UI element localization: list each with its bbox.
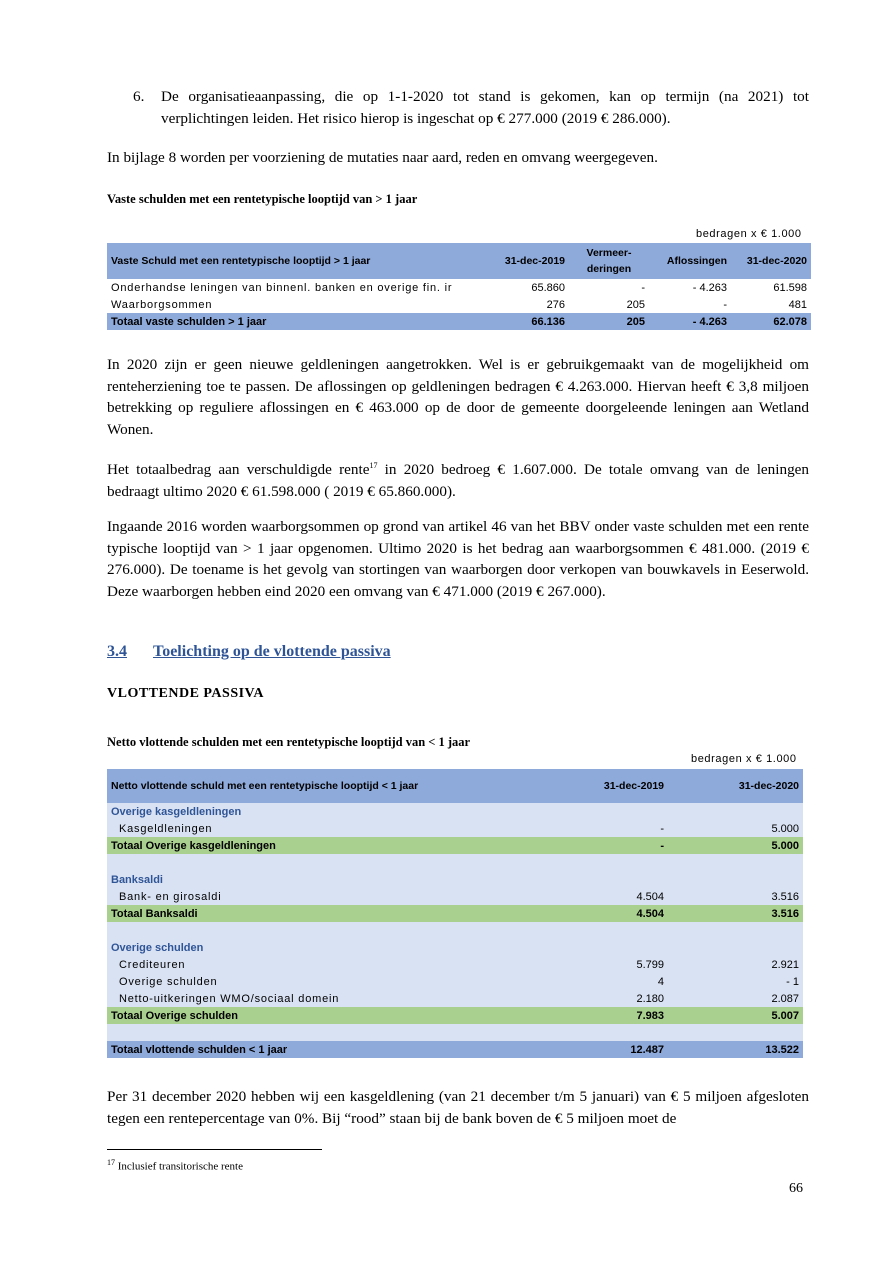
column-header: Netto vlottende schuld met een rentetypische looptijd < 1 jaar: [107, 769, 533, 803]
table-cell: 5.000: [668, 837, 803, 854]
table-cell: 62.078: [731, 313, 811, 330]
spacer-row: [107, 922, 803, 939]
table-cell: Totaal vaste schulden > 1 jaar: [107, 313, 479, 330]
table-cell: -: [533, 837, 668, 854]
paragraph-text: in 2020 bedroeg € 1.607.000. De totale omvang van de leningen bedraagt ultimo 2020 € 61.598.000 ( 2019 € 65.860.000).: [107, 461, 809, 500]
paragraph-rente: [107, 455, 809, 502]
footnote-number: 17: [107, 1158, 115, 1167]
table1-title: Vaste schulden met een rentetypische looptijd van > 1 jaar: [107, 192, 418, 206]
table-cell: 5.000: [668, 820, 803, 837]
table-row: [107, 973, 803, 990]
table-cell: -: [641, 281, 645, 294]
table-header-row: [107, 243, 811, 279]
table-cell: 4: [533, 973, 668, 990]
table-cell: 4.504: [533, 888, 668, 905]
table1-unit: bedragen x € 1.000: [696, 228, 802, 240]
column-header: 31-dec-2019: [479, 243, 569, 279]
table-row: [107, 888, 803, 905]
paragraph-waarborgsommen: Ingaande 2016 worden waarborgsommen op grond van artikel 46 van het BBV onder vaste schulden met een rente typische looptijd van > 1 jaar opgenomen. Ultimo 2020 is het bedrag aan waarborgsommen € 481.000. (2019 € 276.000). De toename is het gevolg van stortingen van waarborgen door verkopen van bouwkavels in Eeserwold. Deze waarborgen hebben eind 2020 een omvang van € 471.000 (2019 € 267.000).: [107, 518, 809, 600]
group-header-row: [107, 871, 803, 888]
table-cell: -: [723, 298, 727, 311]
table-cell: 5.799: [533, 956, 668, 973]
table-cell: 2.087: [668, 990, 803, 1007]
column-header: 31-dec-2019: [533, 769, 668, 803]
table-row: [107, 820, 803, 837]
table-cell: 481: [788, 298, 807, 311]
table-cell: Totaal Banksaldi: [107, 905, 533, 922]
group-label: Overige kasgeldleningen: [107, 803, 533, 820]
table-cell: 13.522: [668, 1041, 803, 1058]
footnote-divider: [107, 1149, 322, 1150]
paragraph-text: Het totaalbedrag aan verschuldigde rente: [107, 461, 370, 479]
table-cell: Waarborgsommen: [111, 298, 213, 311]
table-row: [107, 956, 803, 973]
table-cell: 4.504: [533, 905, 668, 922]
table-cell: 65.860: [531, 281, 565, 294]
table-cell: 12.487: [533, 1041, 668, 1058]
table-cell: 2.921: [668, 956, 803, 973]
group-total-row: [107, 837, 803, 854]
table-cell: 3.516: [668, 888, 803, 905]
table-cell: - 1: [668, 973, 803, 990]
section-heading: [107, 643, 391, 661]
table-cell: 205: [626, 298, 645, 311]
list-item-text: De organisatieaanpassing, die op 1-1-2020 tot stand is gekomen, kan op termijn (na 2021) tot verplichtingen leiden. Het risico hierop is ingeschat op € 277.000 (2019 € 286.000).: [161, 88, 809, 127]
paragraph-bijlage: In bijlage 8 worden per voorziening de mutaties naar aard, reden en omvang weergegeven.: [107, 149, 658, 166]
table-cell: 2.180: [533, 990, 668, 1007]
vlottende-schulden-table: [107, 769, 803, 1058]
group-header-row: [107, 803, 803, 820]
column-header: Aflossingen: [649, 243, 731, 279]
footnote-text: Inclusief transitorische rente: [115, 1160, 243, 1173]
vaste-schulden-table: [107, 243, 811, 330]
table-cell: 5.007: [668, 1007, 803, 1024]
table-cell: Bank- en girosaldi: [107, 888, 533, 905]
table2-title: Netto vlottende schulden met een rentetypische looptijd van < 1 jaar: [107, 735, 471, 749]
column-header: Vaste Schuld met een rentetypische looptijd > 1 jaar: [107, 243, 479, 279]
paragraph-geldleningen: In 2020 zijn er geen nieuwe geldleningen aangetrokken. Wel is er gebruikgemaakt van de mogelijkheid om renteherziening toe te passen. De aflossingen op geldleningen bedragen € 4.263.000. Hiervan heeft € 3,8 miljoen betrekking op reguliere aflossingen en € 463.000 op de door de gemeente doorgeleende leningen aan Wetland Wonen.: [107, 356, 809, 438]
table-cell: - 4.263: [649, 313, 731, 330]
section-title: Toelichting op de vlottende passiva: [153, 643, 391, 660]
grand-total-row: [107, 1041, 803, 1058]
table-cell: 205: [569, 313, 649, 330]
footnote-reference: 17: [369, 461, 378, 470]
table-header-row: [107, 769, 803, 803]
table-total-row: [107, 313, 811, 330]
subheading: VLOTTENDE PASSIVA: [107, 686, 264, 701]
group-total-row: [107, 905, 803, 922]
table-cell: 276: [546, 298, 565, 311]
table-row: [107, 296, 811, 313]
table-cell: 66.136: [479, 313, 569, 330]
column-header: Vermeer-deringen: [569, 243, 649, 279]
spacer-row: [107, 1024, 803, 1041]
table-cell: Totaal Overige kasgeldleningen: [107, 837, 533, 854]
table-cell: -: [533, 820, 668, 837]
table-cell: Kasgeldleningen: [107, 820, 533, 837]
table2-unit: bedragen x € 1.000: [691, 753, 797, 765]
footnote: [107, 1158, 243, 1173]
spacer-row: [107, 854, 803, 871]
table-row: [107, 279, 811, 296]
table-cell: Netto-uitkeringen WMO/sociaal domein: [107, 990, 533, 1007]
group-label: Overige schulden: [107, 939, 533, 956]
paragraph-kasgeldlening: Per 31 december 2020 hebben wij een kasgeldlening (van 21 december t/m 5 januari) van € 5 miljoen afgesloten tegen een rentepercentage van 0%. Bij “rood” staan bij de bank boven de € 5 miljoen moet de: [107, 1088, 809, 1127]
table-cell: 61.598: [773, 281, 807, 294]
table-cell: Crediteuren: [107, 956, 533, 973]
column-header: 31-dec-2020: [731, 243, 811, 279]
group-total-row: [107, 1007, 803, 1024]
section-number: 3.4: [107, 643, 127, 660]
table-cell: 3.516: [668, 905, 803, 922]
table-cell: Totaal vlottende schulden < 1 jaar: [107, 1041, 533, 1058]
table-cell: - 4.263: [692, 281, 727, 294]
table-row: [107, 990, 803, 1007]
table-cell: Overige schulden: [107, 973, 533, 990]
list-number: 6.: [133, 88, 145, 105]
group-header-row: [107, 939, 803, 956]
table-cell: Totaal Overige schulden: [107, 1007, 533, 1024]
page-number: 66: [789, 1181, 803, 1196]
table-cell: Onderhandse leningen van binnenl. banken en overige fin. ir: [111, 281, 453, 294]
group-label: Banksaldi: [107, 871, 533, 888]
table-cell: 7.983: [533, 1007, 668, 1024]
column-header: 31-dec-2020: [668, 769, 803, 803]
